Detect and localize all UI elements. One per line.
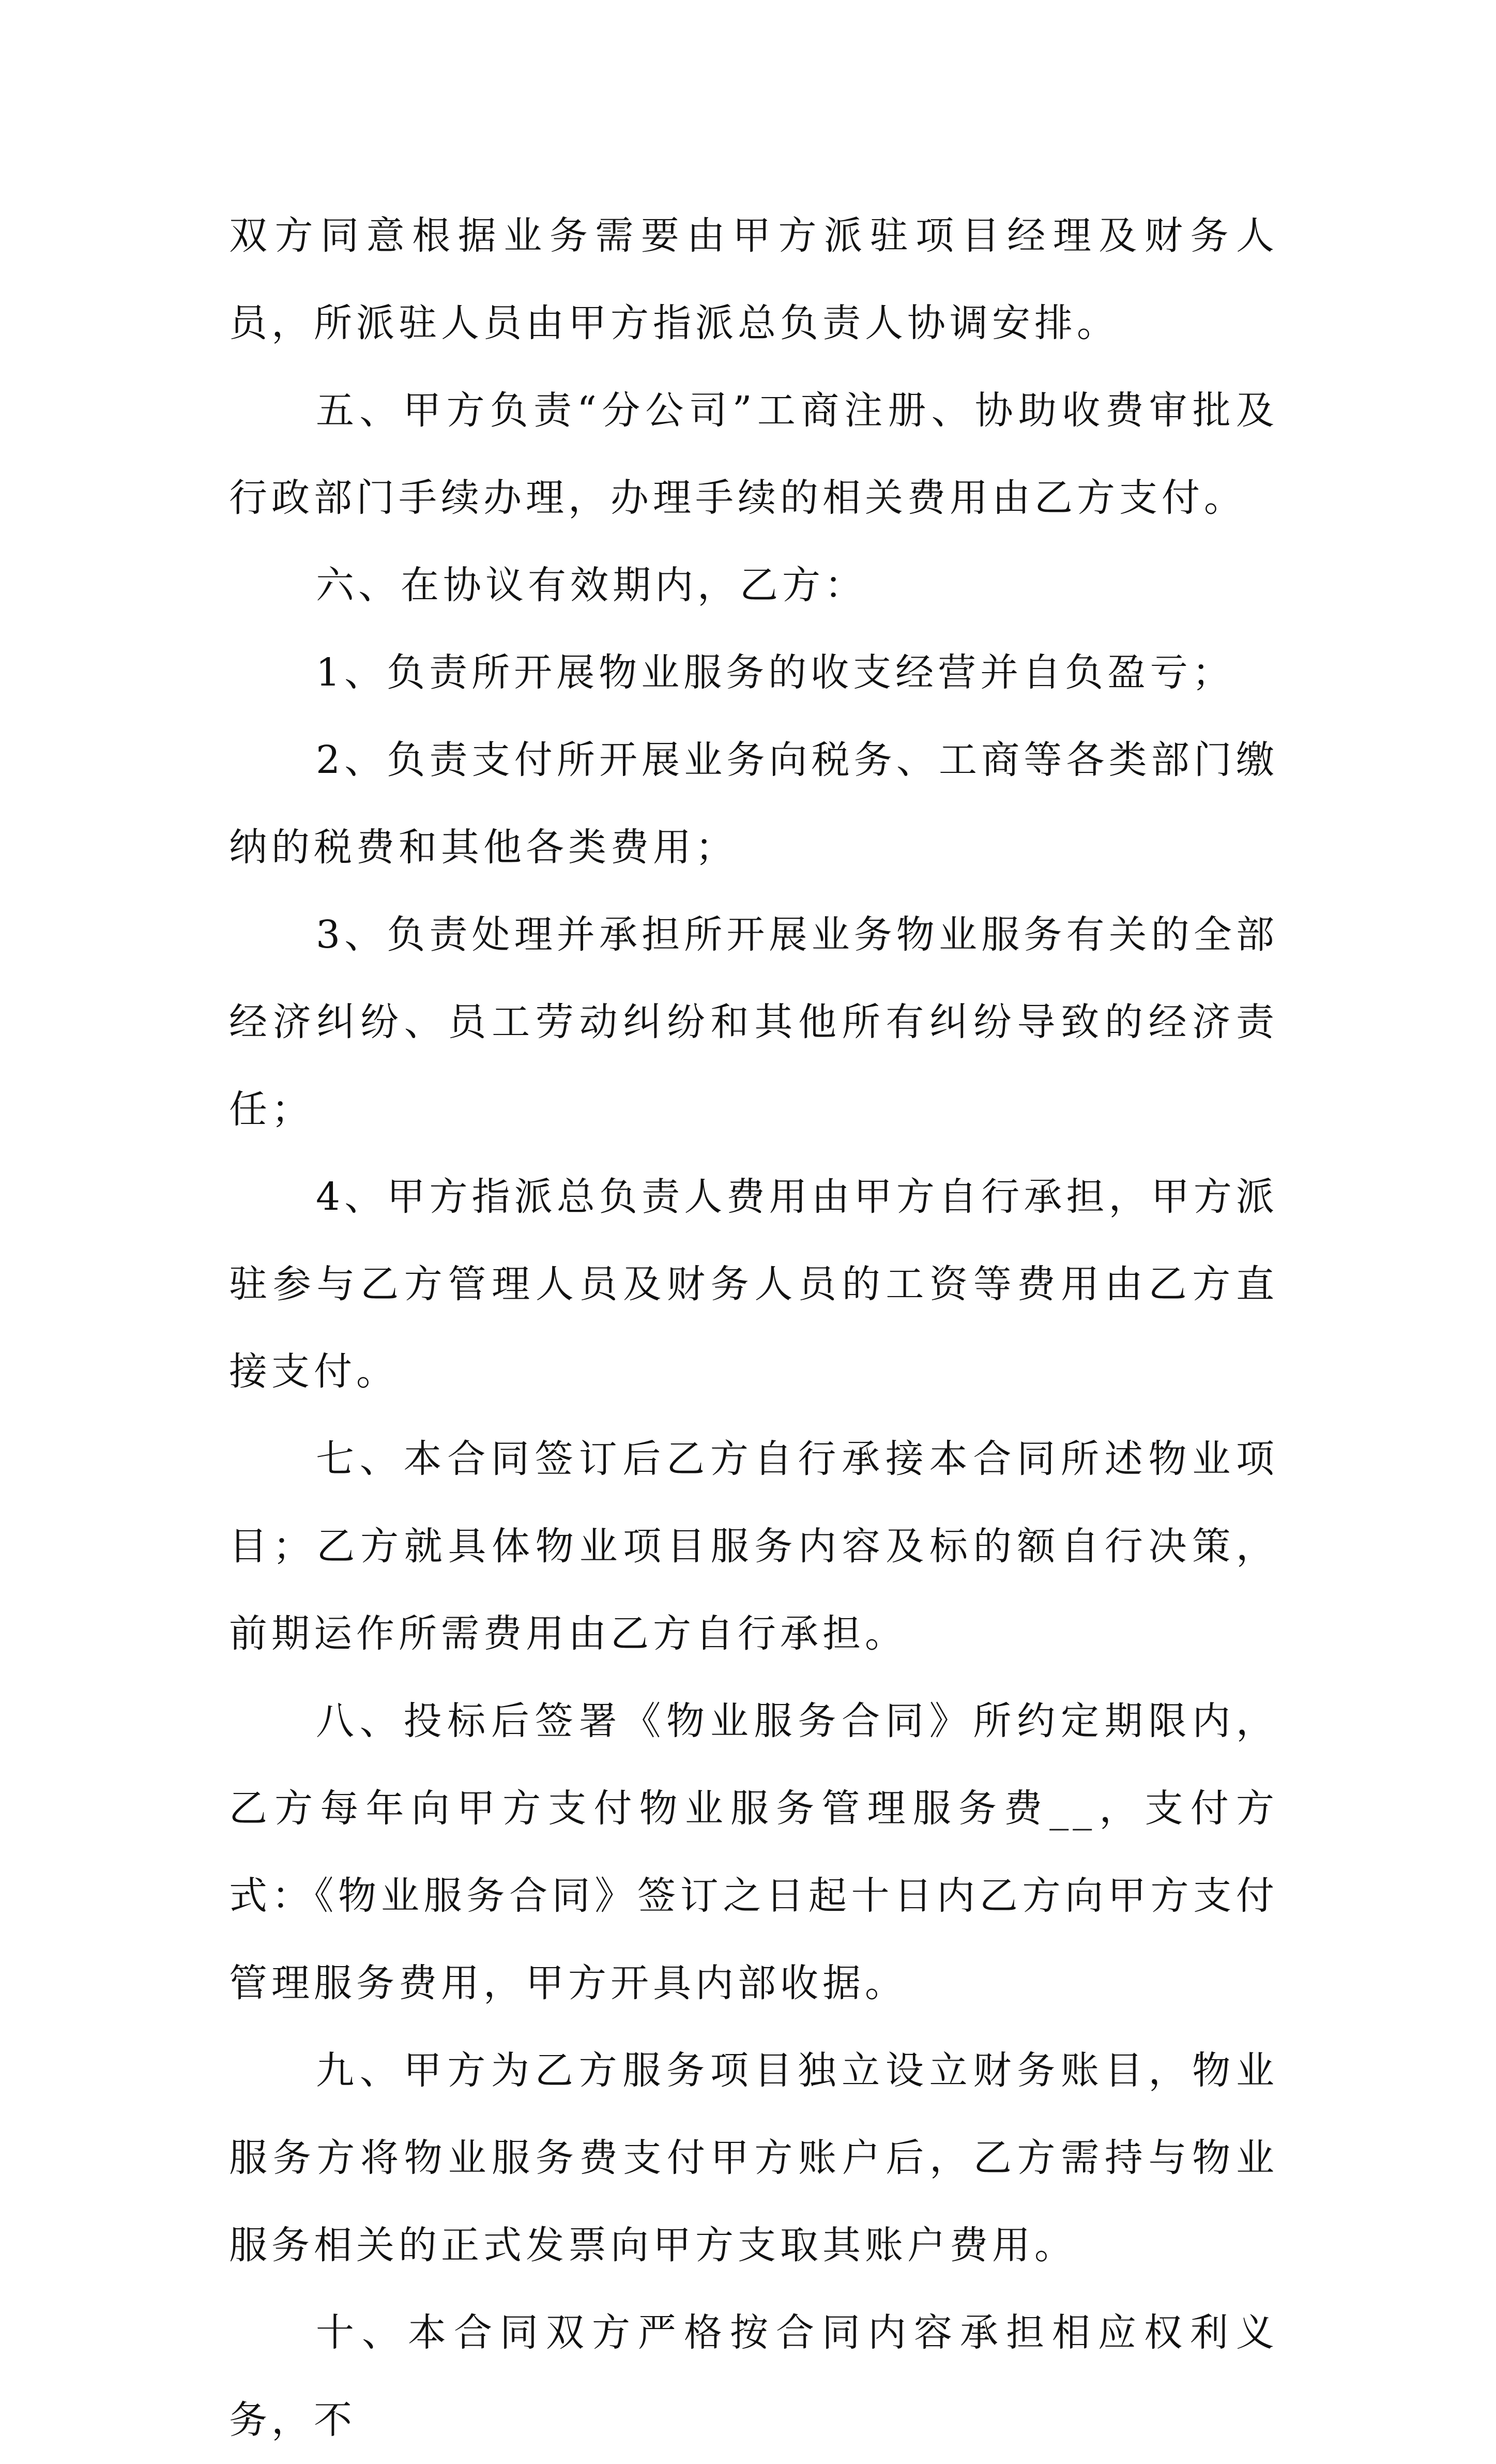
- paragraph-intro: 双方同意根据业务需要由甲方派驻项目经理及财务人员，所派驻人员由甲方指派总负责人协调安排。: [229, 214, 1278, 345]
- paragraph-clause-10: 十、本合同双方严格按合同内容承担相应权利义务，不: [229, 2310, 1278, 2442]
- paragraph-clause-7: 七、本合同签订后乙方自行承接本合同所述物业项目；乙方就具体物业项目服务内容及标的额自行决策，前期运作所需费用由乙方自行承担。: [229, 1437, 1278, 1656]
- paragraph-clause-8: 八、投标后签署《物业服务合同》所约定期限内，乙方每年向甲方支付物业服务管理服务费__，支付方式：《物业服务合同》签订之日起十日内乙方向甲方支付管理服务费用，甲方开具内部收据。: [229, 1699, 1278, 2005]
- paragraph-clause-5: 五、甲方负责“分公司”工商注册、协助收费审批及行政部门手续办理，办理手续的相关费用由乙方支付。: [229, 388, 1278, 520]
- paragraph-clause-9: 九、甲方为乙方服务项目独立设立财务账目，物业服务方将物业服务费支付甲方账户后，乙方需持与物业服务相关的正式发票向甲方支取其账户费用。: [229, 2048, 1278, 2268]
- document-body: [229, 192, 1278, 2464]
- paragraph-clause-6-item-1: 1、负责所开展物业服务的收支经营并自负盈亏；: [316, 650, 1235, 695]
- paragraph-clause-6-item-3: 3、负责处理并承担所开展业务物业服务有关的全部经济纠纷、员工劳动纠纷和其他所有纠纷导致的经济责任；: [229, 912, 1278, 1132]
- paragraph-clause-6-item-4: 4、甲方指派总负责人费用由甲方自行承担，甲方派驻参与乙方管理人员及财务人员的工资等费用由乙方直接支付。: [229, 1175, 1278, 1394]
- paragraph-clause-6-item-2: 2、负责支付所开展业务向税务、工商等各类部门缴纳的税费和其他各类费用；: [229, 738, 1278, 870]
- paragraph-clause-6: 六、在协议有效期内，乙方：: [316, 563, 867, 607]
